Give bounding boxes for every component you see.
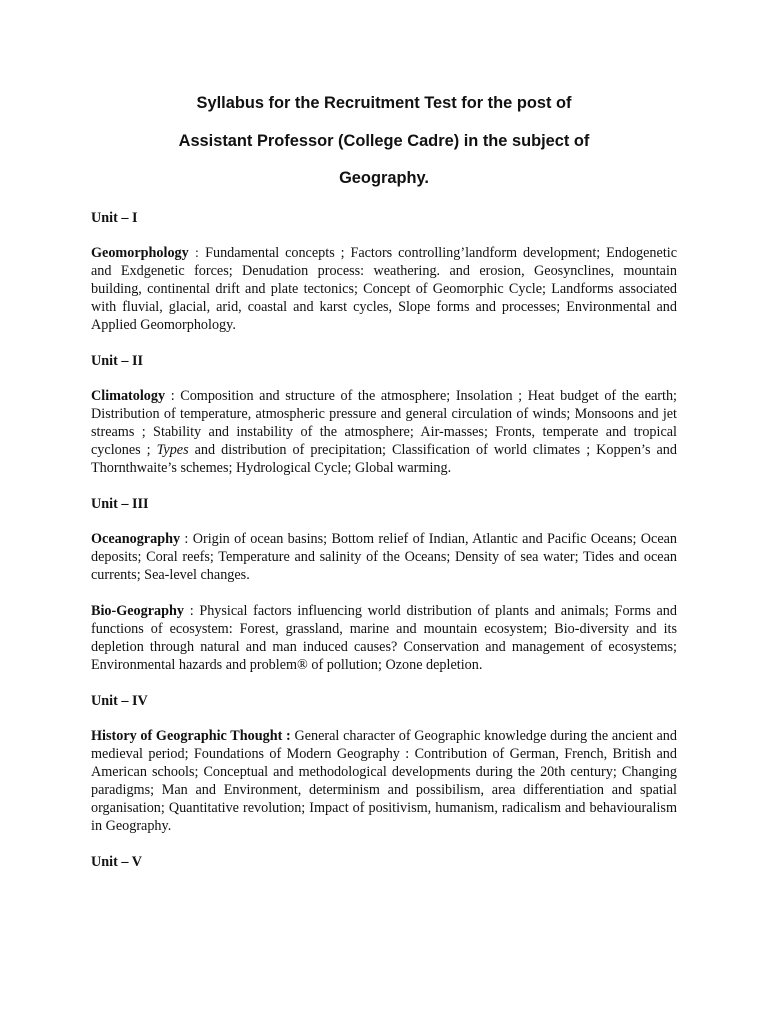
section-separator: :: [184, 603, 200, 619]
page-title-line-3: Geography.: [339, 169, 429, 187]
unit-heading-4: Unit – IV: [91, 693, 148, 709]
section-text: General character of Geographic knowledge during the ancient and medieval period; Foundations of Modern Geography : Contribution of German, French, British and American schools; Conceptual and methodological developments during the 20th century; Changing paradigms; Man and Environment, determinism and possibilism, area differentiation and spatial organisation; Quantitative revolution; Impact of positivism, humanism, radicalism and behaviouralism in Geography.: [91, 728, 677, 834]
section-text: and distribution of precipitation; Classification of world climates ; Koppen’s and Thornthwaite’s schemes; Hydrological Cycle; Global warming.: [91, 442, 677, 476]
section-term: Bio-Geography: [91, 603, 185, 619]
section-text: Physical factors influencing world distribution of plants and animals; Forms and functions of ecosystem: Forest, grassland, marine and mountain ecosystem; Bio-diversity and its depletion through natural and man induced causes? Conservation and management of ecosystems; Environmental hazards and problem® of pollution; Ozone depletion.: [91, 603, 677, 673]
section-text-italic: Types: [156, 442, 189, 458]
unit-heading-3: Unit – III: [91, 496, 149, 512]
section-history-of-geographic-thought: [91, 727, 677, 835]
section-climatology: [91, 387, 677, 477]
unit-heading-5: Unit – V: [91, 854, 142, 870]
page-title-line-1: Syllabus for the Recruitment Test for the post of: [196, 94, 572, 112]
unit-heading-2: Unit – II: [91, 353, 144, 369]
section-term: History of Geographic Thought :: [91, 728, 291, 744]
section-text: Origin of ocean basins; Bottom relief of Indian, Atlantic and Pacific Oceans; Ocean deposits; Coral reefs; Temperature and salinity of the Oceans; Density of sea water; Tides and ocean currents; Sea-level changes.: [91, 531, 678, 583]
section-geomorphology: [91, 244, 677, 334]
section-term: Geomorphology: [91, 245, 189, 261]
section-separator: :: [188, 246, 206, 260]
section-separator: :: [165, 388, 181, 404]
section-oceanography: [91, 530, 677, 584]
section-term: Oceanography: [91, 531, 181, 547]
section-text: Fundamental concepts ; Factors controlling’landform development; Endogenetic and Exdgenetic forces; Denudation process: weathering. and erosion, Geosynclines, mountain building, continental drift and plate tectonics; Concept of Geomorphic Cycle; Landforms associated with fluvial, glacial, arid, coastal and karst cycles, Slope forms and processes; Environmental and Applied Geomorphology.: [91, 245, 678, 333]
unit-heading-1: Unit – I: [91, 210, 138, 226]
section-term: Climatology: [91, 388, 166, 404]
section-separator: :: [180, 531, 193, 547]
section-text: Composition and structure of the atmosphere; Insolation ; Heat budget of the earth; Distribution of temperature, atmospheric pressure and general circulation of winds; Monsoons and jet streams ; Stability and instability of the atmosphere; Air-masses; Fronts, temperate and tropical cyclones ;: [91, 388, 677, 458]
section-bio-geography: [91, 602, 677, 674]
page-title-line-2: Assistant Professor (College Cadre) in the subject of: [178, 132, 590, 150]
